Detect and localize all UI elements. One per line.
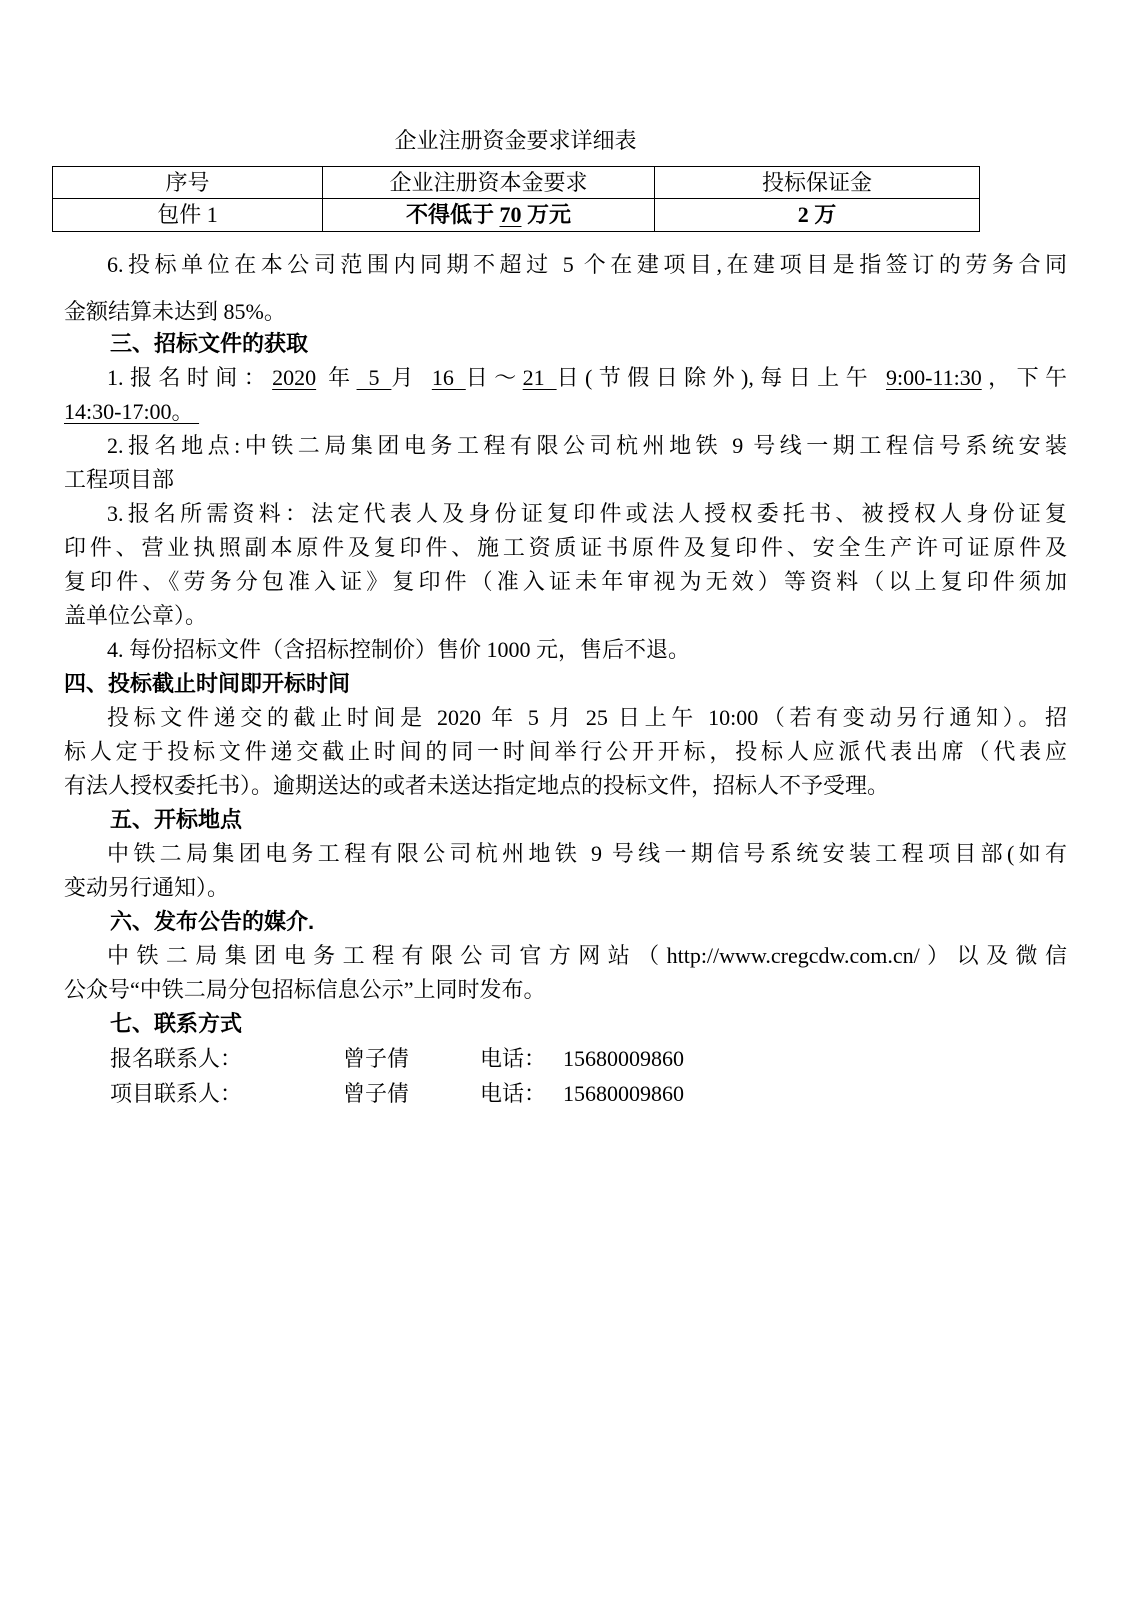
text-run: 有法人授权委托书）。逾期送达的或者未送达指定地点的投标文件，招标人不予受理。: [64, 773, 890, 798]
contact-row-signup: [64, 1041, 1067, 1076]
text-run: 日～: [465, 365, 523, 390]
phone-label: 电话：: [480, 1046, 547, 1071]
text-run: 金额结算未达到 85%。: [64, 299, 286, 324]
text-run: 2.报名地点:中铁二局集团电务工程有限公司杭州地铁 9 号线一期工程信号系统安装: [107, 433, 1067, 458]
text-line: [64, 241, 1067, 288]
text-line: [64, 599, 1067, 633]
text-run: 1.报名时间：: [107, 365, 273, 390]
text-line: [64, 769, 1067, 803]
text-run: 印件、营业执照副本原件及复印件、施工资质证书原件及复印件、安全生产许可证原件及: [64, 535, 1067, 560]
section-heading: 六、发布公告的媒介.: [110, 909, 315, 934]
table-cell-capital-requirement: [323, 199, 655, 232]
text-line: [64, 701, 1067, 735]
phone-number: 15680009860: [563, 1046, 685, 1071]
contact-name: 曾子倩: [343, 1081, 410, 1106]
paragraph: [64, 701, 1067, 803]
text-run: 2020: [272, 365, 317, 390]
paragraph: [64, 361, 1067, 429]
table-header-row: [53, 167, 980, 199]
paragraph: [64, 633, 1067, 667]
text-line: [64, 463, 1067, 497]
paragraph: [64, 497, 1067, 633]
text-run: 盖单位公章）。: [64, 603, 208, 628]
table-header-deposit: 投标保证金: [655, 167, 980, 199]
contact-row-project: [64, 1076, 1067, 1111]
text-line: [64, 837, 1067, 871]
phone-label: 电话：: [480, 1081, 547, 1106]
text-run: 复印件、《劳务分包准入证》复印件（准入证未年审视为无效）等资料（以上复印件须加: [64, 569, 1067, 594]
paragraph: [64, 939, 1067, 1007]
text-line: [64, 973, 1067, 1007]
text-run: 9:00-11:30: [885, 365, 982, 390]
text-run: 70: [499, 202, 522, 227]
document-body: [64, 241, 1067, 1041]
section-heading: 五、开标地点: [110, 807, 243, 832]
text-run: 中铁二局集团电务工程有限公司杭州地铁 9 号线一期信号系统安装工程项目部(如有: [107, 841, 1067, 866]
contact-label: 项目联系人：: [110, 1081, 243, 1106]
table-header-seq: 序号: [53, 167, 323, 199]
text-line: [64, 361, 1067, 395]
text-run: 日(节假日除外),每日上午: [556, 365, 886, 390]
text-run: 不得低于: [405, 202, 500, 227]
text-run: 年: [316, 365, 357, 390]
contact-label: 报名联系人：: [110, 1046, 243, 1071]
text-run: 3.报名所需资料：法定代表人及身份证复印件或法人授权委托书、被授权人身份证复: [107, 501, 1067, 526]
text-run: 中铁二局集团电务工程有限公司官方网站（http://www.cregcdw.com.cn/）以及微信: [107, 943, 1067, 968]
table-cell-package: 包件 1: [53, 199, 323, 232]
document-title: 企业注册资金要求详细表: [394, 128, 637, 153]
text-run: 16: [431, 365, 466, 390]
text-run: 6.投标单位在本公司范围内同期不超过 5 个在建项目,在建项目是指签订的劳务合同: [107, 252, 1067, 277]
text-line: [64, 871, 1067, 905]
text-run: ，下午: [981, 365, 1068, 390]
phone-number: 15680009860: [563, 1081, 685, 1106]
text-run: 公众号“中铁二局分包招标信息公示”上同时发布。: [64, 977, 546, 1002]
table-data-row: [53, 199, 980, 232]
text-line: [64, 429, 1067, 463]
section-heading: 四、投标截止时间即开标时间: [64, 671, 351, 696]
text-run: 21: [522, 365, 557, 390]
text-run: 14:30-17:00。: [64, 399, 200, 424]
paragraph: [64, 241, 1067, 335]
paragraph: [64, 837, 1067, 905]
section-heading: 七、联系方式: [110, 1011, 243, 1036]
text-run: 变动另行通知）。: [64, 875, 230, 900]
paragraph: [64, 429, 1067, 497]
text-run: 月: [391, 365, 432, 390]
text-run: 工程项目部: [64, 467, 175, 492]
text-line: [64, 497, 1067, 531]
contact-name: 曾子倩: [343, 1046, 410, 1071]
text-line: [64, 395, 1067, 429]
text-run: 万元: [521, 202, 572, 227]
requirements-table: [52, 166, 980, 232]
text-run: 5: [356, 365, 392, 390]
text-line: [64, 735, 1067, 769]
text-line: [64, 531, 1067, 565]
text-line: [64, 565, 1067, 599]
table-cell-deposit: 2 万: [655, 199, 980, 232]
section-heading: 三、招标文件的获取: [110, 331, 309, 356]
text-run: 标人定于投标文件递交截止时间的同一时间举行公开开标，投标人应派代表出席（代表应: [64, 739, 1067, 764]
text-line: [64, 633, 1067, 667]
text-run: 投标文件递交的截止时间是 2020 年 5 月 25 日上午 10:00（若有变动另行通知）。招: [107, 705, 1067, 730]
table-header-capital: 企业注册资本金要求: [323, 167, 655, 199]
text-line: [64, 939, 1067, 973]
text-run: 4. 每份招标文件（含招标控制价）售价 1000 元，售后不退。: [107, 637, 691, 662]
